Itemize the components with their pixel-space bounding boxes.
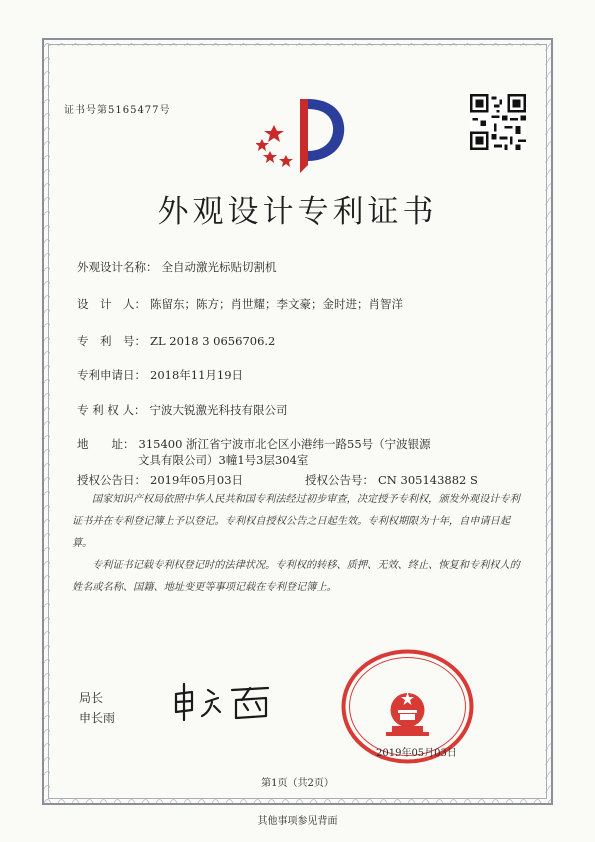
designer-value: 陈留东；陈方；肖世耀；李文豪；金时进；肖智洋: [150, 297, 403, 311]
patent-number-row: [77, 333, 275, 349]
seal-date: 2019年05月03日: [376, 748, 457, 759]
patentee-label: 专 利 权 人：: [77, 403, 146, 417]
announce-no-value: CN 305143882 S: [378, 473, 478, 487]
address-line1: 315400 浙江省宁波市北仑区小港纬一路55号（宁波银源: [138, 437, 431, 451]
certificate-number: 证书号第5165477号: [64, 105, 171, 116]
patentee-row: [77, 402, 287, 418]
grant-date-row: [77, 472, 243, 488]
design-name-row: [77, 259, 277, 275]
announce-no-row: [305, 472, 478, 488]
design-name-label: 外观设计名称：: [77, 260, 158, 274]
address-row: [77, 436, 431, 452]
design-name-value: 全自动激光标贴切割机: [161, 260, 277, 274]
patentee-value: 宁波大锐激光科技有限公司: [149, 403, 288, 417]
handwritten-signature: [170, 680, 280, 724]
designer-row: [77, 296, 403, 312]
announce-no-label: 授权公告号：: [305, 473, 374, 487]
back-note: 其他事项参见背面: [257, 816, 338, 827]
filing-date-row: [77, 367, 243, 383]
cnipa-logo-icon: [256, 95, 356, 173]
director-name: 申长雨: [79, 711, 116, 725]
address-line2: 文具有限公司）3幢1号3层304室: [138, 453, 309, 467]
designer-label: 设 计 人：: [77, 297, 146, 311]
certificate-body: [72, 489, 524, 599]
patent-number-value: ZL 2018 3 0656706.2: [150, 334, 276, 348]
page-indicator: 第1页（共2页）: [261, 778, 334, 789]
filing-date-value: 2018年11月19日: [150, 368, 244, 382]
body-paragraph-1: 国家知识产权局依照中华人民共和国专利法经过初步审查，决定授予专利权，颁发外观设计专利证书并在专利登记簿上予以登记。专利权自授权公告之日起生效。专利权期限为十年，自申请日起算。: [72, 494, 520, 549]
grant-date-label: 授权公告日：: [77, 473, 146, 487]
page-title: 外观设计专利证书: [157, 194, 438, 230]
director-title: 局长: [79, 691, 104, 705]
filing-date-label: 专利申请日：: [77, 368, 146, 382]
grant-date-value: 2019年05月03日: [150, 473, 244, 487]
body-paragraph-2: 专利证书记载专利权登记时的法律状况。专利权的转移、质押、无效、终止、恢复和专利权人的姓名或名称、国籍、地址变更等事项记载在专利登记簿上。: [72, 560, 520, 593]
qr-code-icon: [470, 94, 526, 150]
address-label: 地 址：: [77, 437, 135, 451]
patent-number-label: 专 利 号：: [77, 334, 146, 348]
